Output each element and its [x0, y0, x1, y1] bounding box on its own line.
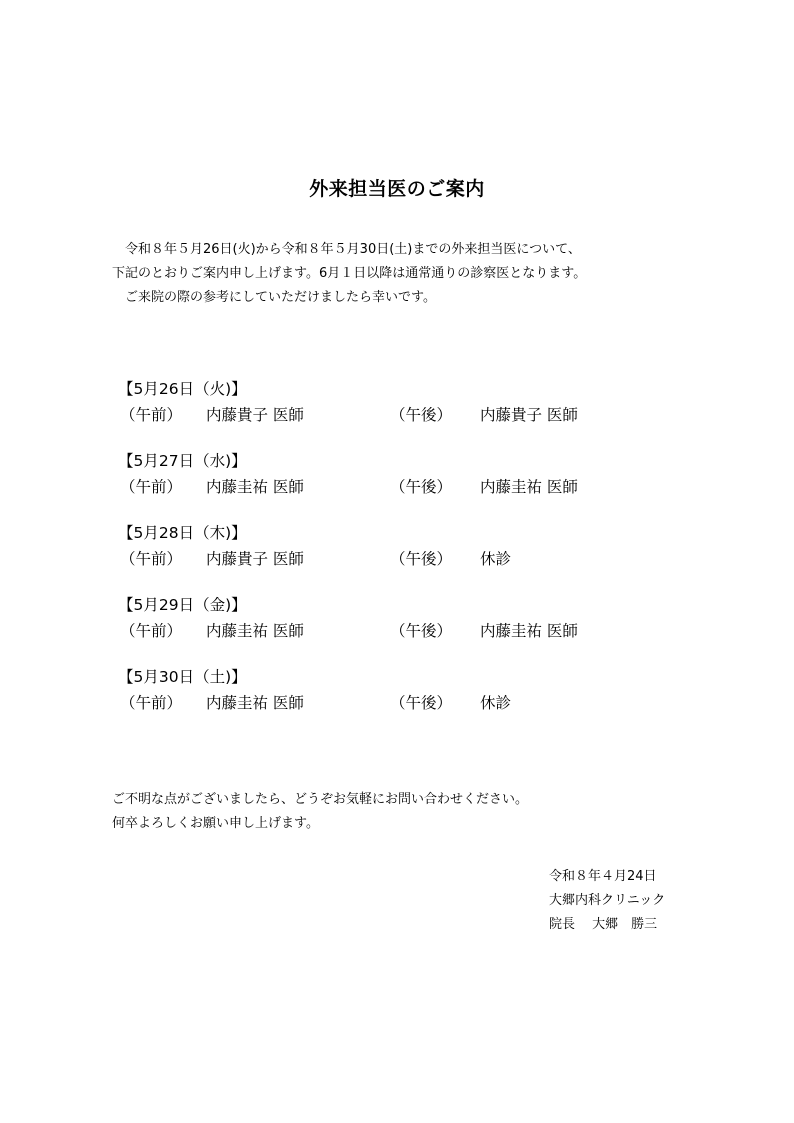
pm-doctor: 内藤圭祐 医師 — [480, 622, 578, 640]
pm-doctor: 休診 — [480, 550, 512, 568]
pm-label: （午後） — [390, 406, 453, 424]
schedule-date: 【5月30日（土)】 — [118, 668, 247, 686]
signature-block — [549, 865, 665, 937]
am-doctor: 内藤貴子 医師 — [206, 406, 304, 424]
closing-paragraph — [112, 788, 528, 836]
pm-doctor: 休診 — [480, 694, 512, 712]
issue-date: 令和８年４月24日 — [549, 869, 657, 884]
intro-paragraph — [112, 238, 586, 310]
am-label: （午前） — [120, 622, 183, 640]
page-title: 外来担当医のご案内 — [309, 178, 485, 200]
pm-doctor: 内藤貴子 医師 — [480, 406, 578, 424]
am-label: （午前） — [120, 406, 183, 424]
am-doctor: 内藤貴子 医師 — [206, 550, 304, 568]
schedule-date: 【5月27日（水)】 — [118, 452, 247, 470]
pm-label: （午後） — [390, 694, 453, 712]
pm-label: （午後） — [390, 622, 453, 640]
am-doctor: 内藤圭祐 医師 — [206, 694, 304, 712]
schedule-row — [118, 691, 678, 715]
clinic-name: 大郷内科クリニック — [549, 893, 666, 908]
schedule-date: 【5月29日（金)】 — [118, 596, 247, 614]
am-doctor: 内藤圭祐 医師 — [206, 622, 304, 640]
director-name: 院長 大郷 勝三 — [549, 917, 658, 932]
schedule-date: 【5月28日（木)】 — [118, 524, 247, 542]
intro-line: 下記のとおりご案内申し上げます。6月１日以降は通常通りの診察医となります。 — [112, 266, 587, 281]
schedule-row — [118, 475, 678, 499]
am-label: （午前） — [120, 550, 183, 568]
pm-label: （午後） — [390, 478, 453, 496]
schedule-row — [118, 619, 678, 643]
intro-line: 令和８年５月26日(火)から令和８年５月30日(土)までの外来担当医について、 — [125, 242, 581, 257]
am-label: （午前） — [120, 478, 183, 496]
pm-label: （午後） — [390, 550, 453, 568]
pm-doctor: 内藤圭祐 医師 — [480, 478, 578, 496]
closing-line: ご不明な点がございましたら、どうぞお気軽にお問い合わせください。 — [112, 792, 529, 807]
am-label: （午前） — [120, 694, 183, 712]
schedule-row — [118, 403, 678, 427]
schedule-date: 【5月26日（火)】 — [118, 380, 247, 398]
closing-line: 何卒よろしくお願い申し上げます。 — [112, 816, 319, 831]
am-doctor: 内藤圭祐 医師 — [206, 478, 304, 496]
schedule-row — [118, 547, 678, 571]
intro-line: ご来院の際の参考にしていただけましたら幸いです。 — [125, 290, 436, 305]
